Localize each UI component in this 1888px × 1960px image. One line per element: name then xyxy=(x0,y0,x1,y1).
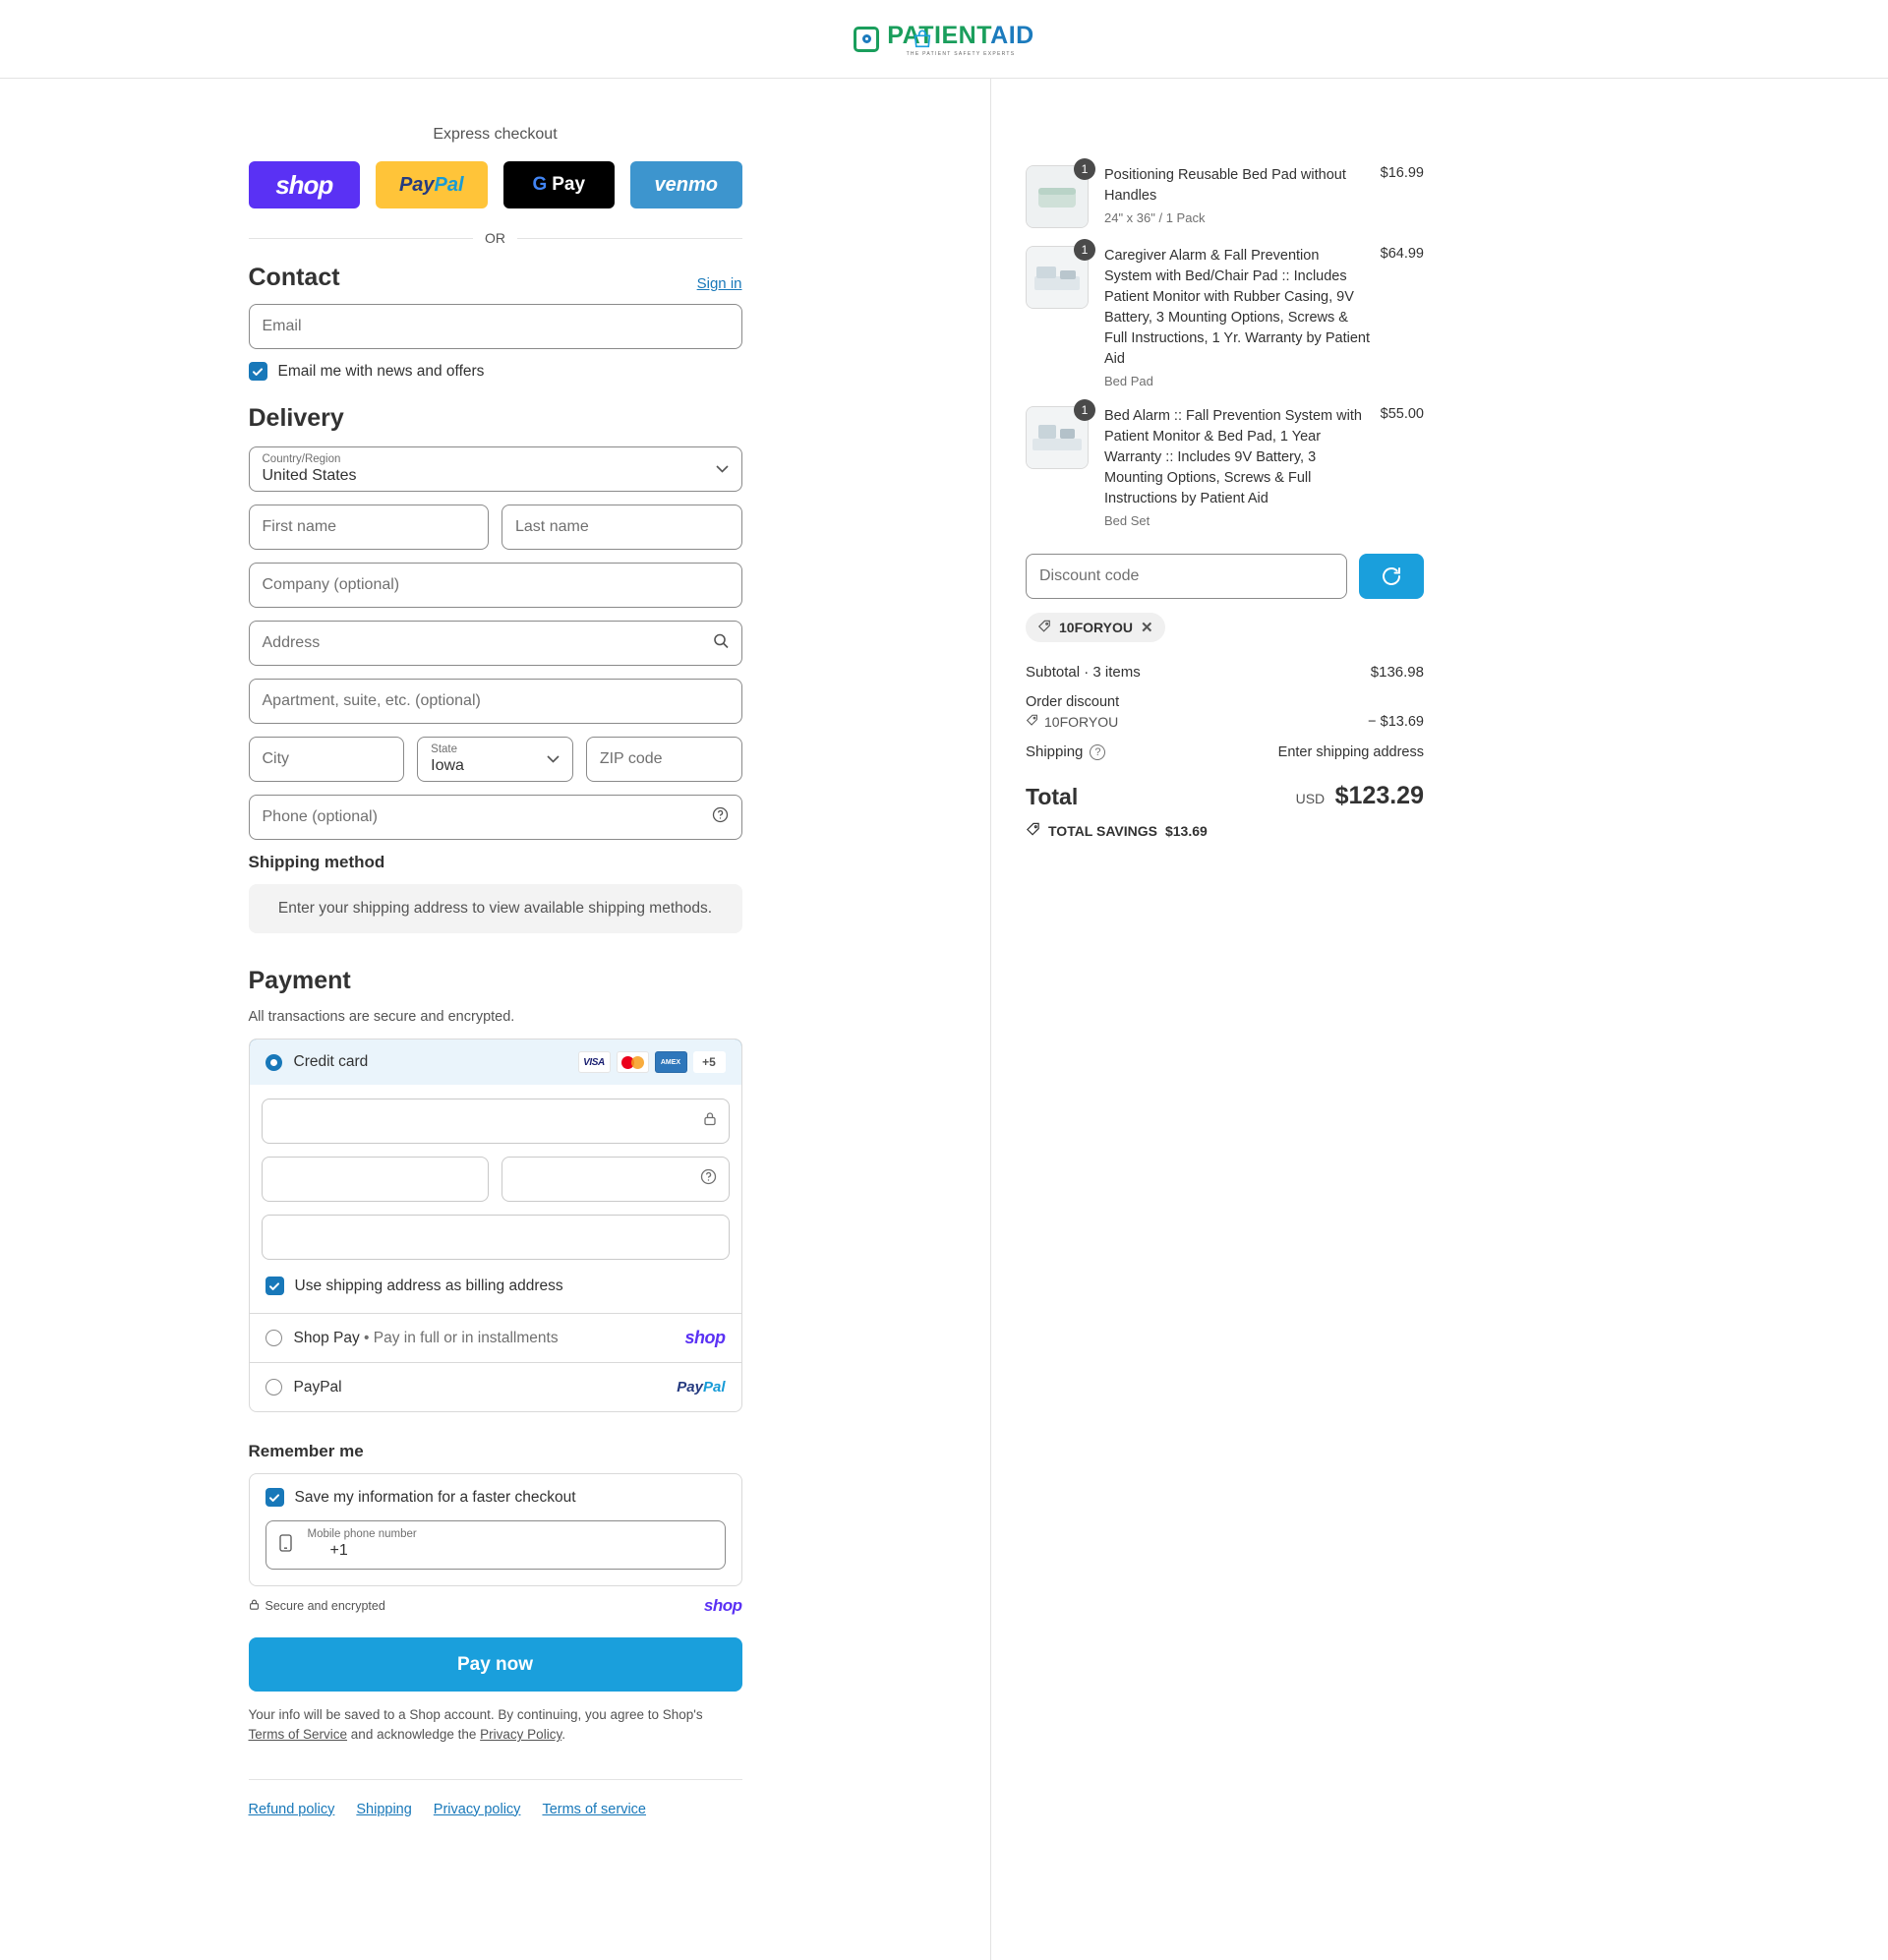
discount-row xyxy=(1026,554,1424,599)
shop-pay-radio[interactable] xyxy=(266,1330,282,1346)
item-thumbnail-wrapper xyxy=(1026,162,1089,228)
payment-methods xyxy=(249,1039,742,1412)
mobile-icon xyxy=(279,1534,292,1557)
fineprint-part1: Your info will be saved to a Shop account. By continuing, you agree to Shop's xyxy=(248,1707,703,1722)
country-value: United States xyxy=(262,466,357,484)
help-icon[interactable] xyxy=(712,806,729,828)
footer-link-shipping[interactable]: Shipping xyxy=(356,1801,412,1817)
total-label: Total xyxy=(1026,784,1079,810)
remember-me-box xyxy=(249,1473,742,1586)
terms-of-service-link[interactable]: Terms of Service xyxy=(248,1727,348,1743)
secure-row xyxy=(249,1596,742,1616)
total-currency: USD xyxy=(1295,791,1326,807)
newsletter-checkbox-row[interactable] xyxy=(249,362,742,381)
express-wallet-buttons xyxy=(249,161,742,208)
applied-discount-tag xyxy=(1026,613,1165,642)
shipping-method-note: Enter your shipping address to view available shipping methods. xyxy=(249,884,742,933)
company-field[interactable] xyxy=(249,563,742,608)
subtotal-row xyxy=(1026,664,1424,681)
fineprint-period: . xyxy=(561,1727,565,1743)
billing-address-label: Use shipping address as billing address xyxy=(294,1277,563,1294)
state-label: State xyxy=(431,743,458,755)
footer-link-terms-of-service[interactable]: Terms of service xyxy=(542,1801,646,1817)
credit-card-form xyxy=(250,1085,741,1313)
chevron-down-icon xyxy=(716,460,729,478)
apartment-placeholder: Apartment, suite, etc. (optional) xyxy=(262,692,481,709)
item-price: $16.99 xyxy=(1380,165,1424,181)
footer-link-refund-policy[interactable]: Refund policy xyxy=(248,1801,335,1817)
checkout-layout xyxy=(0,79,1888,1960)
mastercard-icon xyxy=(617,1051,649,1073)
order-discount-code: 10FORYOU xyxy=(1044,714,1119,731)
company-placeholder: Company (optional) xyxy=(262,576,400,593)
country-select[interactable] xyxy=(249,446,742,492)
list-item xyxy=(1026,403,1424,529)
search-icon[interactable] xyxy=(713,633,729,654)
brand-name-part2: AID xyxy=(990,21,1034,49)
total-savings-row xyxy=(1026,822,1424,840)
paypal-radio[interactable] xyxy=(266,1379,282,1396)
paypal-logo-icon: PayPal xyxy=(677,1379,726,1396)
save-info-row[interactable] xyxy=(250,1474,741,1520)
item-variant: Bed Set xyxy=(1104,513,1150,529)
contact-section-header xyxy=(249,264,742,292)
discount-code-placeholder: Discount code xyxy=(1039,567,1140,585)
item-variant: 24" x 36" / 1 Pack xyxy=(1104,210,1206,226)
venmo-button[interactable] xyxy=(630,161,742,208)
city-field[interactable] xyxy=(249,737,405,782)
shipping-row xyxy=(1026,743,1424,760)
email-placeholder: Email xyxy=(262,318,302,334)
card-expiry-field[interactable] xyxy=(262,1157,490,1202)
item-thumbnail-wrapper xyxy=(1026,403,1089,528)
item-thumbnail-wrapper xyxy=(1026,243,1089,388)
shipping-label: Shipping xyxy=(1026,743,1084,761)
phone-placeholder: Phone (optional) xyxy=(262,808,378,825)
paypal-button[interactable]: Pay Pal xyxy=(376,161,488,208)
phone-field[interactable] xyxy=(249,795,742,840)
item-title: Positioning Reusable Bed Pad without Handles xyxy=(1104,167,1346,205)
chevron-down-icon xyxy=(547,750,560,768)
tag-icon xyxy=(1026,714,1038,730)
help-icon[interactable]: ? xyxy=(1090,744,1105,760)
credit-card-label: Credit card xyxy=(293,1053,369,1070)
order-discount-row xyxy=(1026,694,1424,710)
newsletter-label: Email me with news and offers xyxy=(277,362,485,380)
credit-card-radio[interactable] xyxy=(266,1054,282,1071)
card-number-field[interactable] xyxy=(262,1099,730,1144)
footer-links xyxy=(249,1779,742,1857)
total-value: $123.29 xyxy=(1334,782,1424,810)
state-value: Iowa xyxy=(431,756,464,774)
help-icon[interactable] xyxy=(700,1168,717,1190)
apply-discount-button[interactable] xyxy=(1359,554,1424,599)
pay-now-button[interactable]: Pay now xyxy=(249,1637,742,1692)
brand-tagline: THE PATIENT SAFETY EXPERTS xyxy=(906,50,1016,57)
amex-icon: AMEX xyxy=(655,1051,687,1073)
address-placeholder: Address xyxy=(262,634,321,651)
list-item xyxy=(1026,162,1424,228)
paypal-option-label: PayPal xyxy=(293,1378,342,1396)
city-placeholder: City xyxy=(262,750,290,767)
last-name-field[interactable] xyxy=(502,505,742,550)
item-price: $64.99 xyxy=(1380,246,1424,262)
total-savings-label: TOTAL SAVINGS xyxy=(1048,823,1157,840)
item-price: $55.00 xyxy=(1380,406,1424,423)
email-field[interactable] xyxy=(249,304,742,349)
secure-text: Secure and encrypted xyxy=(265,1599,385,1613)
first-name-placeholder: First name xyxy=(262,518,337,535)
venmo-label: venmo xyxy=(654,173,718,196)
shop-logo-icon: shop xyxy=(703,1596,742,1615)
cart-icon[interactable] xyxy=(906,23,939,56)
billing-address-checkbox-row[interactable] xyxy=(262,1273,730,1313)
shop-pay-option[interactable] xyxy=(250,1313,741,1362)
item-title: Caregiver Alarm & Fall Prevention System with Bed/Chair Pad :: Includes Patient Monitor with Rubber Casing, 9V Battery, 3 Mounting Options, Screws & Full Instructions, 1 Yr. Warranty by Patient Aid xyxy=(1104,248,1370,368)
total-row xyxy=(1026,782,1424,810)
logo-icon xyxy=(854,27,879,52)
site-header xyxy=(0,0,1888,79)
mobile-phone-value: +1 xyxy=(329,1542,348,1559)
item-quantity-badge: 1 xyxy=(1074,158,1095,180)
shop-pay-separator: • xyxy=(364,1329,370,1346)
order-discount-detail-row xyxy=(1026,714,1424,730)
privacy-policy-link[interactable]: Privacy Policy xyxy=(480,1727,562,1743)
mobile-phone-label: Mobile phone number xyxy=(307,1528,417,1540)
payment-title: Payment xyxy=(248,967,351,994)
tag-icon xyxy=(1037,620,1051,636)
credit-card-option[interactable] xyxy=(249,1039,742,1086)
last-name-placeholder: Last name xyxy=(515,518,589,535)
apartment-field[interactable] xyxy=(249,679,742,724)
brand-name-part1: PATIENT xyxy=(887,21,991,49)
paypal-option[interactable] xyxy=(250,1362,741,1411)
or-divider xyxy=(249,230,742,246)
google-pay-label: Pay xyxy=(552,174,586,195)
remember-me-title: Remember me xyxy=(248,1442,364,1460)
list-item xyxy=(1026,243,1424,389)
brand-logo[interactable] xyxy=(854,22,1033,57)
save-info-checkbox[interactable] xyxy=(266,1488,284,1507)
first-name-field[interactable] xyxy=(249,505,490,550)
item-title: Bed Alarm :: Fall Prevention System with Patient Monitor & Bed Pad, 1 Year Warranty :: Includes 9V Battery, 3 Mounting Options, Screws & Full Instructions by Patient Aid xyxy=(1104,408,1362,507)
newsletter-checkbox[interactable] xyxy=(249,362,267,381)
checkout-form-column xyxy=(0,79,991,1960)
fineprint-part2: and acknowledge the xyxy=(350,1727,477,1743)
lock-icon xyxy=(249,1598,260,1614)
discount-code-input[interactable] xyxy=(1026,554,1347,599)
subtotal-value: $136.98 xyxy=(1370,664,1424,682)
order-discount-value: − $13.69 xyxy=(1368,714,1424,731)
visa-icon: VISA xyxy=(578,1051,611,1073)
applied-discount-code: 10FORYOU xyxy=(1059,620,1133,636)
more-cards-label[interactable]: +5 xyxy=(693,1051,726,1073)
card-brand-icons xyxy=(578,1051,726,1073)
country-label: Country/Region xyxy=(262,453,341,465)
contact-title: Contact xyxy=(248,264,340,291)
zip-placeholder: ZIP code xyxy=(599,750,663,767)
item-quantity-badge: 1 xyxy=(1074,399,1095,421)
zip-field[interactable] xyxy=(586,737,742,782)
delivery-title: Delivery xyxy=(248,404,344,432)
express-checkout-label: Express checkout xyxy=(433,126,558,143)
shop-pay-button[interactable] xyxy=(249,161,361,208)
or-label: OR xyxy=(485,230,505,246)
save-info-label: Save my information for a faster checkout xyxy=(294,1488,576,1506)
subtotal-label: Subtotal · 3 items xyxy=(1026,664,1141,682)
item-variant: Bed Pad xyxy=(1104,374,1153,389)
total-savings-value: $13.69 xyxy=(1164,823,1208,840)
shop-pay-option-label: Shop Pay xyxy=(293,1329,360,1346)
shop-logo-icon: shop xyxy=(684,1328,726,1347)
google-pay-button[interactable]: G Pay xyxy=(503,161,616,208)
tag-icon xyxy=(1026,822,1040,840)
payment-subtitle: All transactions are secure and encrypted. xyxy=(248,1009,515,1025)
shipping-method-title: Shipping method xyxy=(248,853,385,871)
lock-icon xyxy=(703,1111,717,1132)
mobile-phone-wrapper xyxy=(250,1520,741,1585)
order-summary-column xyxy=(991,79,1888,1960)
shop-pay-option-sub: Pay in full or in installments xyxy=(373,1329,559,1346)
remove-discount-icon[interactable]: ✕ xyxy=(1140,620,1153,637)
shipping-value: Enter shipping address xyxy=(1277,743,1424,760)
item-quantity-badge: 1 xyxy=(1074,239,1095,261)
card-cvv-field[interactable] xyxy=(502,1157,730,1202)
mobile-phone-field[interactable] xyxy=(266,1520,726,1570)
legal-fineprint xyxy=(249,1705,742,1746)
order-discount-label: Order discount xyxy=(1026,694,1120,711)
state-select[interactable] xyxy=(417,737,573,782)
billing-address-checkbox[interactable] xyxy=(266,1277,284,1295)
shop-pay-label: shop xyxy=(275,169,333,200)
sign-in-link[interactable]: Sign in xyxy=(696,275,742,292)
address-field[interactable] xyxy=(249,621,742,666)
footer-link-privacy-policy[interactable]: Privacy policy xyxy=(433,1801,521,1817)
card-name-field[interactable] xyxy=(262,1215,730,1260)
